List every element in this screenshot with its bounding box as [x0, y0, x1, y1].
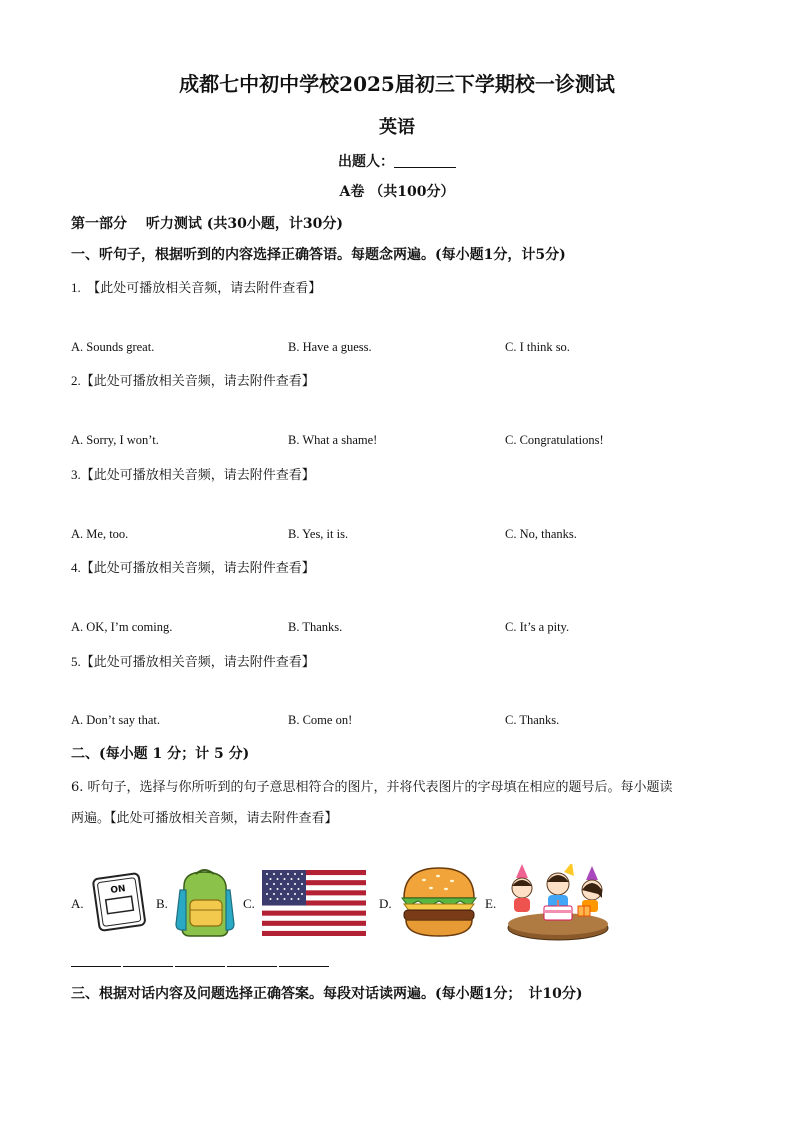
subject-title: 英语	[379, 117, 415, 138]
option-a: A. Sorry, I won’t.	[71, 433, 159, 447]
picture-label-e: E.	[485, 896, 497, 911]
section3-heading: 三、根据对话内容及问题选择正确答案。每段对话读两遍。(每小题1分； 计10分)	[71, 986, 583, 1002]
option-c: C. I think so.	[505, 340, 570, 354]
answer-blank[interactable]	[71, 956, 121, 967]
question-1	[71, 277, 321, 296]
option-b: B. Come on!	[288, 713, 353, 727]
answer-blank[interactable]	[123, 956, 173, 967]
picture-label-c: C.	[243, 896, 255, 911]
question-number: 5.	[71, 654, 81, 669]
author-blank	[394, 153, 456, 168]
volume-heading: A卷 （共100分）	[339, 184, 455, 200]
option-a: A. Sounds great.	[71, 340, 155, 354]
author-label: 出题人：	[338, 154, 394, 170]
question-6-line2: 两遍。【此处可播放相关音频，请去附件查看】	[71, 811, 338, 826]
question-2	[71, 370, 315, 389]
picture-label-d: D.	[379, 896, 392, 911]
part1-heading: 第一部分 听力测试 (共30小题，计30分)	[71, 216, 343, 232]
audio-note: 【此处可播放相关音频，请去附件查看】	[80, 468, 315, 483]
hamburger-icon	[398, 864, 480, 940]
switch-on-icon	[88, 870, 150, 932]
question-5	[71, 651, 315, 670]
option-c: C. No, thanks.	[505, 527, 577, 541]
option-b: B. Yes, it is.	[288, 527, 349, 541]
audio-note: 【此处可播放相关音频，请去附件查看】	[80, 655, 315, 670]
section1-instructions: 一、听句子，根据听到的内容选择正确答语。每题念两遍。(每小题1分，计5分)	[71, 247, 566, 263]
option-b: B. What a shame!	[288, 433, 378, 447]
question-3	[71, 464, 315, 483]
option-c: C. It’s a pity.	[505, 620, 570, 634]
option-a: A. OK, I’m coming.	[71, 620, 173, 634]
question-number: 1.	[71, 280, 81, 295]
answer-blank[interactable]	[175, 956, 225, 967]
picture-label-b: B.	[156, 896, 168, 911]
question-6-line1: 6. 听句子，选择与你所听到的句子意思相符合的图片，并将代表图片的字母填在相应的题号后。每小题读	[71, 780, 673, 795]
us-flag-icon	[262, 870, 366, 936]
option-a: A. Don’t say that.	[71, 713, 160, 727]
option-b: B. Have a guess.	[288, 340, 372, 354]
switch-on-text: ON	[109, 884, 127, 897]
option-c: C. Congratulations!	[505, 433, 604, 447]
answer-blank[interactable]	[279, 956, 329, 967]
exam-title: 成都七中初中学校2025届初三下学期校一诊测试	[179, 72, 615, 96]
question-number: 4.	[71, 560, 81, 575]
answer-blank[interactable]	[227, 956, 277, 967]
section2-heading: 二、(每小题 1 分；计 5 分)	[71, 746, 250, 762]
audio-note: 【此处可播放相关音频，请去附件查看】	[80, 374, 315, 389]
option-a: A. Me, too.	[71, 527, 129, 541]
question-number: 3.	[71, 467, 81, 482]
answer-blanks	[71, 956, 331, 971]
question-number: 2.	[71, 373, 81, 388]
author-line	[0, 151, 794, 171]
audio-note: 【此处可播放相关音频，请去附件查看】	[80, 561, 315, 576]
backpack-icon	[174, 866, 238, 938]
option-b: B. Thanks.	[288, 620, 343, 634]
audio-note: 【此处可播放相关音频，请去附件查看】	[93, 281, 322, 296]
birthday-party-icon	[506, 864, 610, 942]
picture-label-a: A.	[71, 896, 84, 911]
option-c: C. Thanks.	[505, 713, 560, 727]
question-4	[71, 557, 315, 576]
